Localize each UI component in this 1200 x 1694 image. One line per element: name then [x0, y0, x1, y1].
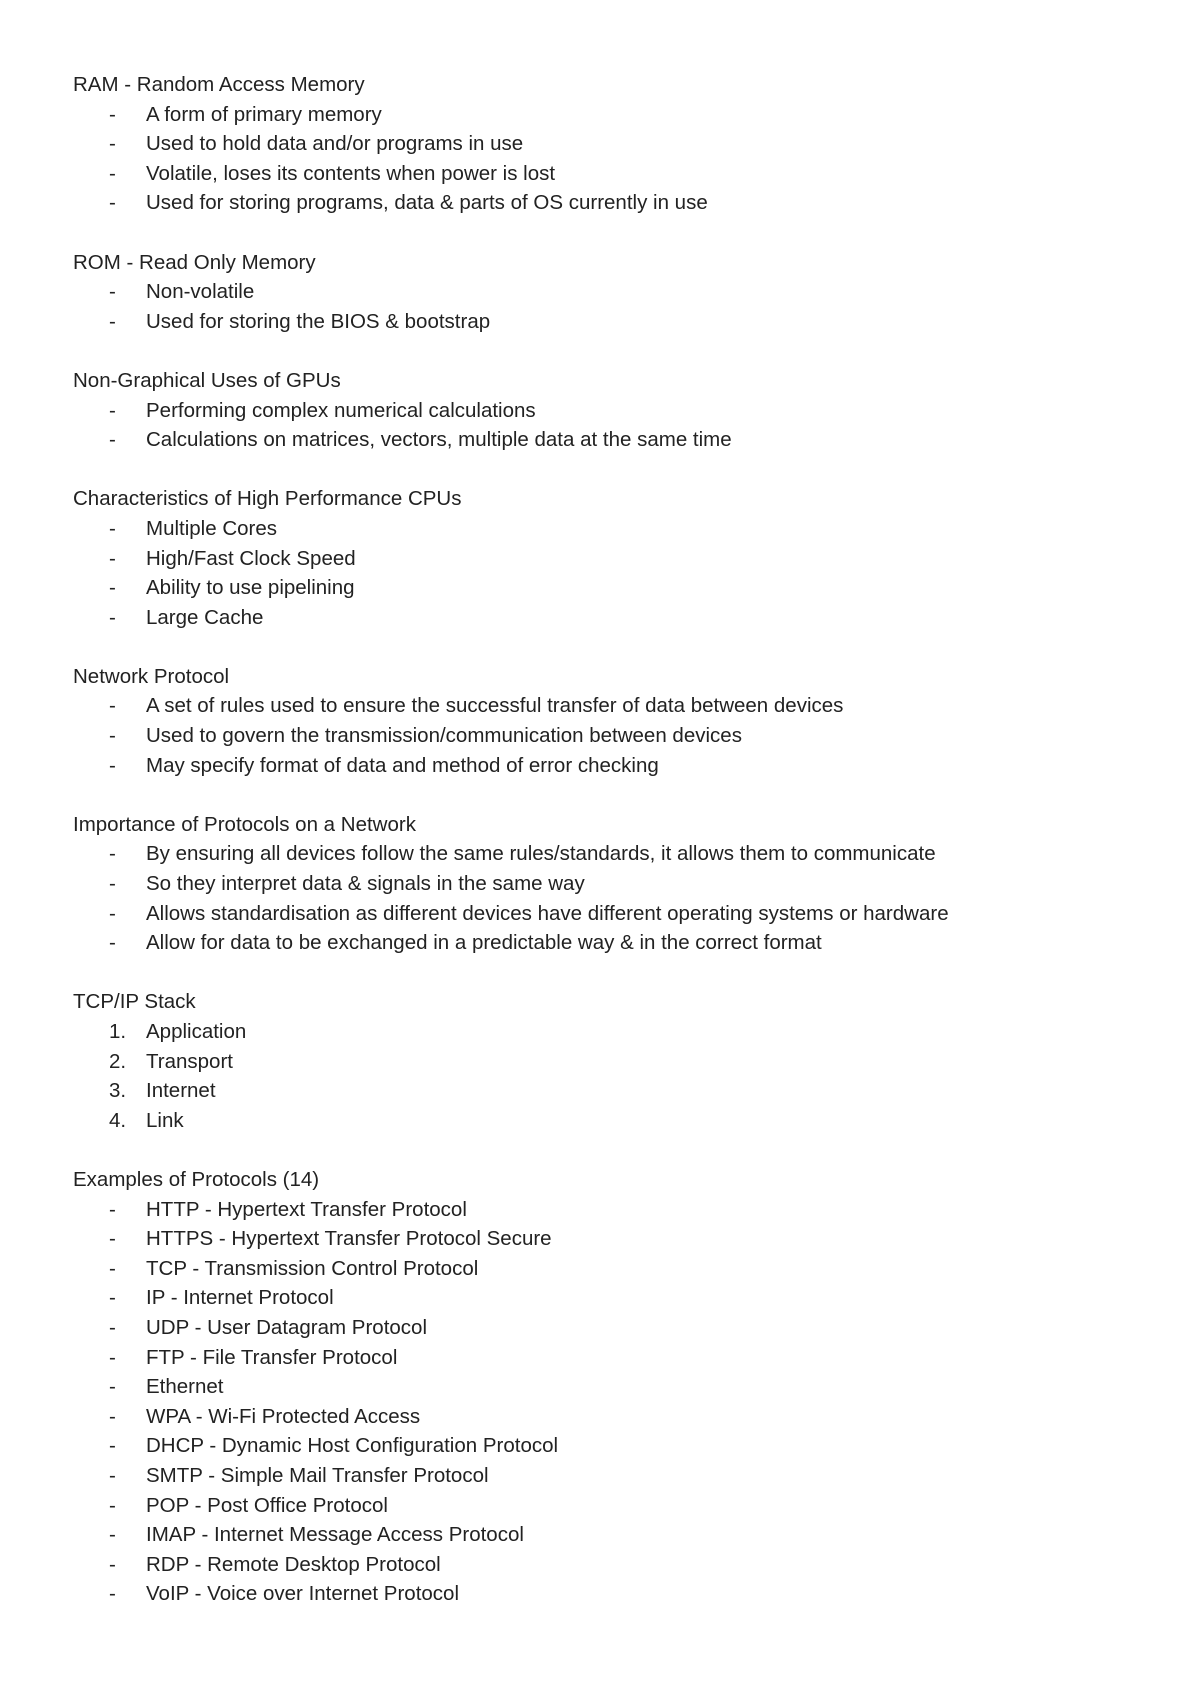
section-heading: TCP/IP Stack [73, 990, 196, 1014]
list-number: 3. [109, 1079, 127, 1103]
list-item [73, 129, 1153, 159]
list-item [73, 1343, 1153, 1373]
list-item [73, 544, 1153, 574]
section-heading: Non-Graphical Uses of GPUs [73, 368, 341, 392]
dash-bullet: - [109, 1523, 116, 1547]
dash-bullet: - [109, 901, 116, 925]
dash-bullet: - [109, 1286, 116, 1310]
dash-bullet: - [109, 694, 116, 718]
list-item-text: IMAP - Internet Message Access Protocol [146, 1523, 524, 1547]
list-item [73, 1431, 1153, 1461]
list-item-text: Multiple Cores [146, 516, 278, 540]
list-item-text: UDP - User Datagram Protocol [146, 1315, 428, 1339]
dash-bullet: - [109, 1434, 116, 1458]
section [73, 662, 1153, 780]
list-item-text: Used for storing the BIOS & bootstrap [146, 309, 491, 333]
list-item [73, 514, 1153, 544]
list-item-text: VoIP - Voice over Internet Protocol [146, 1582, 459, 1606]
dash-bullet: - [109, 605, 116, 629]
dash-bullet: - [109, 546, 116, 570]
dash-bullet: - [109, 1463, 116, 1487]
list-item-text: Used to hold data and/or programs in use [146, 132, 524, 156]
list-item [73, 425, 1153, 455]
section-heading: ROM - Read Only Memory [73, 250, 316, 274]
list-item [73, 1076, 1153, 1106]
dash-bullet: - [109, 132, 116, 156]
list-item [73, 1579, 1153, 1609]
dash-bullet: - [109, 1227, 116, 1251]
list-item-text: FTP - File Transfer Protocol [146, 1345, 398, 1369]
list-item [73, 1402, 1153, 1432]
list-item [73, 1195, 1153, 1225]
list-item-text: A form of primary memory [146, 102, 382, 126]
list-item [73, 1313, 1153, 1343]
list-item [73, 691, 1153, 721]
list-item [73, 1254, 1153, 1284]
list-item [73, 1372, 1153, 1402]
list-item [73, 1283, 1153, 1313]
list-item [73, 751, 1153, 781]
list-item-text: Allows standardisation as different devices have different operating systems or hardware [146, 901, 949, 925]
list-item-text: By ensuring all devices follow the same rules/standards, it allows them to communicate [146, 842, 936, 866]
list-item [73, 100, 1153, 130]
dash-bullet: - [109, 516, 116, 540]
dash-bullet: - [109, 576, 116, 600]
dash-bullet: - [109, 102, 116, 126]
list-number: 4. [109, 1108, 127, 1132]
list-item-text: Used to govern the transmission/communication between devices [146, 724, 742, 748]
list-item [73, 159, 1153, 189]
list-number: 2. [109, 1049, 127, 1073]
list-item [73, 899, 1153, 929]
list-item-text: WPA - Wi-Fi Protected Access [146, 1404, 421, 1428]
dash-bullet: - [109, 1404, 116, 1428]
list-number: 1. [109, 1020, 127, 1043]
section [73, 810, 1153, 958]
list-item-text: Internet [146, 1079, 216, 1103]
section-heading: Network Protocol [73, 664, 230, 688]
list-item-text: Application [146, 1020, 247, 1043]
list-item [73, 396, 1153, 426]
list-item-text: HTTPS - Hypertext Transfer Protocol Secure [146, 1227, 552, 1251]
list-item-text: DHCP - Dynamic Host Configuration Protocol [146, 1434, 559, 1458]
list-item [73, 839, 1153, 869]
dash-bullet: - [109, 1256, 116, 1280]
dash-bullet: - [109, 1345, 116, 1369]
list-item [73, 721, 1153, 751]
dash-bullet: - [109, 931, 116, 955]
list-item [73, 1550, 1153, 1580]
list-item-text: Large Cache [146, 605, 264, 629]
list-item-text: Ability to use pipelining [146, 576, 355, 600]
dash-bullet: - [109, 398, 116, 422]
list-item-text: TCP - Transmission Control Protocol [146, 1256, 479, 1280]
list-item-text: POP - Post Office Protocol [146, 1493, 388, 1517]
list-item [73, 307, 1153, 337]
list-item [73, 1047, 1153, 1077]
dash-bullet: - [109, 280, 116, 304]
dash-bullet: - [109, 191, 116, 215]
section [73, 248, 1153, 337]
list-item-text: High/Fast Clock Speed [146, 546, 356, 570]
list-item [73, 869, 1153, 899]
dash-bullet: - [109, 161, 116, 185]
list-item-text: A set of rules used to ensure the successful transfer of data between devices [146, 694, 844, 718]
list-item [73, 188, 1153, 218]
dash-bullet: - [109, 872, 116, 896]
list-item-text: IP - Internet Protocol [146, 1286, 334, 1310]
dash-bullet: - [109, 1493, 116, 1517]
list-item-text: Performing complex numerical calculations [146, 398, 536, 422]
section [73, 70, 1153, 218]
dash-bullet: - [109, 428, 116, 452]
dash-bullet: - [109, 309, 116, 333]
dash-bullet: - [109, 842, 116, 866]
list-item [73, 1224, 1153, 1254]
list-item-text: May specify format of data and method of error checking [146, 753, 659, 777]
dash-bullet: - [109, 1315, 116, 1339]
section [73, 987, 1153, 1135]
list-item-text: Used for storing programs, data & parts of OS currently in use [146, 191, 708, 215]
dash-bullet: - [109, 724, 116, 748]
list-item-text: Link [146, 1108, 184, 1132]
section-heading: Importance of Protocols on a Network [73, 812, 416, 836]
section [73, 1165, 1153, 1609]
list-item [73, 1461, 1153, 1491]
list-item [73, 1106, 1153, 1136]
section [73, 366, 1153, 455]
dash-bullet: - [109, 1552, 116, 1576]
dash-bullet: - [109, 1582, 116, 1606]
list-item [73, 573, 1153, 603]
dash-bullet: - [109, 1375, 116, 1399]
dash-bullet: - [109, 1197, 116, 1221]
list-item [73, 1017, 1153, 1047]
list-item-text: RDP - Remote Desktop Protocol [146, 1552, 441, 1576]
list-item-text: So they interpret data & signals in the same way [146, 872, 585, 896]
section [73, 484, 1153, 632]
list-item-text: SMTP - Simple Mail Transfer Protocol [146, 1463, 489, 1487]
list-item [73, 928, 1153, 958]
list-item-text: Allow for data to be exchanged in a predictable way & in the correct format [146, 931, 822, 955]
list-item-text: HTTP - Hypertext Transfer Protocol [146, 1197, 467, 1221]
list-item [73, 277, 1153, 307]
list-item-text: Ethernet [146, 1375, 224, 1399]
section-heading: RAM - Random Access Memory [73, 73, 365, 96]
list-item-text: Non-volatile [146, 280, 255, 304]
section-heading: Examples of Protocols (14) [73, 1167, 320, 1191]
list-item [73, 1520, 1153, 1550]
list-item [73, 603, 1153, 633]
document-body [73, 70, 1153, 1638]
list-item-text: Calculations on matrices, vectors, multiple data at the same time [146, 428, 732, 452]
list-item-text: Volatile, loses its contents when power is lost [146, 161, 556, 185]
dash-bullet: - [109, 753, 116, 777]
list-item-text: Transport [146, 1049, 233, 1073]
list-item [73, 1491, 1153, 1521]
section-heading: Characteristics of High Performance CPUs [73, 487, 462, 511]
